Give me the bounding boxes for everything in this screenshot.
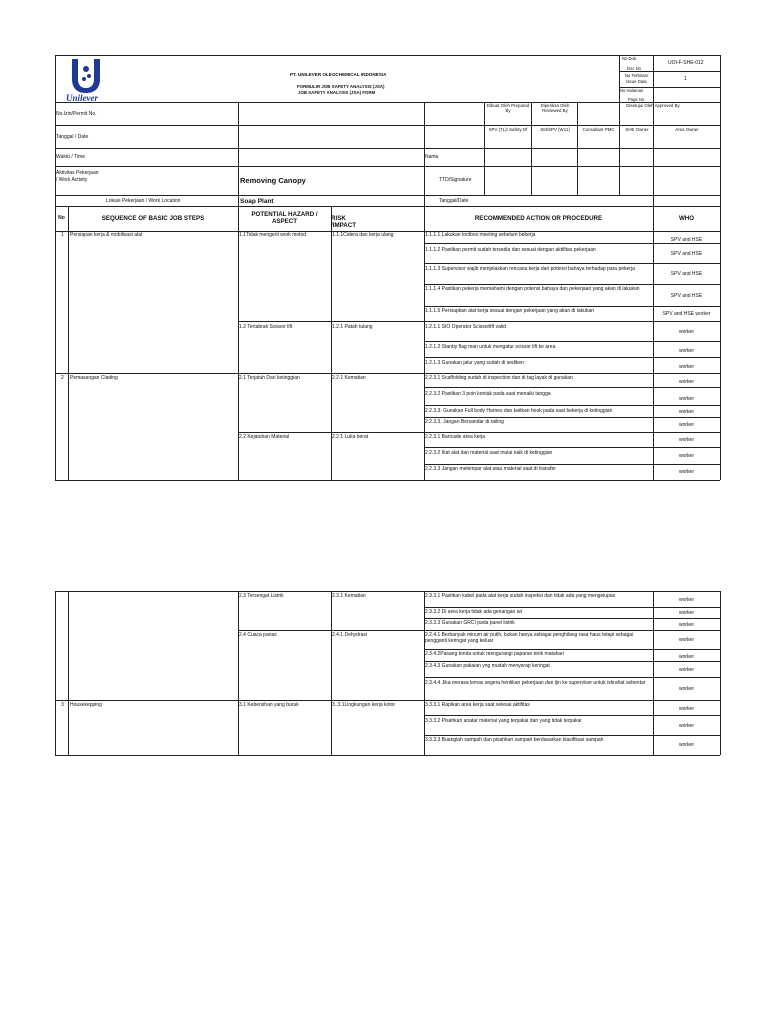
col-hazard-2: ASPECT: [271, 218, 298, 225]
action-text: 1.1.1.3 Supervisor wajib menjelaskan rencana kerja dan potensi bahaya terhadap para pekerja: [425, 266, 635, 272]
col-steps: SEQUENCE OF BASIC JOB STEPS: [101, 215, 205, 222]
page-label: No Halaman: [620, 88, 644, 93]
consultant: Consultant PMC: [582, 127, 615, 132]
date-date-label: Tanggal/Date: [439, 198, 469, 204]
who-text: SPV and HSE: [670, 271, 703, 277]
hazard-text: 2.4 Cuaca panas: [239, 632, 277, 638]
logo-text: Unilever: [66, 93, 98, 103]
who-text: worker: [678, 329, 694, 335]
hazard-text: 2.2 Kejatuhan Material: [239, 434, 290, 440]
col-action: RECOMMENDED ACTION OR PROCEDURE: [474, 215, 603, 222]
who-text: worker: [678, 686, 694, 692]
form-title-id: FORMULIR JOB SAFETY ANALYSIS (JSA): [297, 84, 385, 89]
col-who: WHO: [678, 215, 695, 222]
reviewed-by: Diperiksa Oleh Reviewed By: [540, 103, 570, 114]
page-label-en: Page No: [628, 97, 645, 102]
risk-text: 2.2.1 Kematian: [332, 375, 366, 381]
prepared-by: Dibuat Oleh Prepared By: [486, 103, 530, 114]
action-text: 2.2.3.1 Baricade area kerja: [425, 434, 486, 440]
action-text: 2.2.3.2 Pastikan 3 poin kontak pada saat menaiki tangga: [425, 391, 551, 397]
action-text: 2.3.3.3 Gunakan GRCI pada panel listrik: [425, 620, 515, 626]
action-text: 2.3.4.4 Jika merasa lemas segera hentikan pekerjaan dan ijin ke supervisor untuk istirahat sebentar: [425, 680, 646, 686]
who-text: worker: [678, 469, 694, 475]
doc-no-label-en: Doc No: [627, 66, 641, 71]
risk-text: 3..3.1Lingkungan kerja kotor: [332, 702, 396, 708]
who-text: SPV and HSE: [670, 251, 703, 257]
area-owner: Area Owner: [675, 127, 699, 132]
issue-label: No Terbitan/ Issue Date: [624, 73, 649, 84]
location-label: Lokasi Pekerjaan / Work Location: [106, 198, 181, 204]
step-text: Pemasangan Clading: [70, 375, 118, 381]
hazard-text: 1.1Tidak mengerti work metod: [239, 232, 307, 238]
who-text: worker: [678, 622, 694, 628]
location-value: Soap Plant: [240, 198, 274, 205]
name-label: Nama: [425, 154, 439, 160]
who-text: worker: [678, 364, 694, 370]
action-text: 1.2.1.3 Gunakan jalur yang sudah di sediken: [425, 360, 524, 366]
who-text: worker: [678, 610, 694, 616]
hazard-text: 2.1 Terjatuh Dari ketinggian: [239, 375, 300, 381]
action-text: 1.1.1.5 Persiapkan alat kerja sesuai dengan pekerjaan yang akan di lakukan: [425, 308, 595, 314]
who-text: worker: [678, 637, 694, 643]
action-text: 3.3.3.2 Pisahkan anatar material yang terpakai dan yang tidak terpakai: [425, 718, 582, 724]
action-text: 2.3.4.2Pasang tenda untuk mengurangi paparan terik matahari: [425, 651, 564, 657]
risk-text: 2.4.1 Dehydrasi: [332, 632, 368, 638]
activity-label-2: / Work Activity: [56, 177, 88, 183]
action-text: 1.1.1.1 Lakukan toolbox meeting sebelum bekerja: [425, 232, 536, 238]
action-text: 2.2.4.1 Berbanyak minum air putih, bukan hanya sebagai penghilang rasa haus tetapi sebagai pengganti keringat yang keluar: [425, 632, 634, 644]
signature-label: TTD/Signature: [439, 177, 472, 183]
who-text: worker: [678, 396, 694, 402]
spv-safety: SPV (TL)/ Safety Of: [488, 127, 528, 132]
col-hazard-1: POTENTIAL HAZARD /: [251, 211, 318, 218]
who-text: worker: [678, 742, 694, 748]
who-text: worker: [678, 348, 694, 354]
action-text: 3.3.3.3 Buanglah sampah dan pisahkan sampah berdasarkan klasifikasi sampah: [425, 737, 604, 743]
hazard-text: 3.1 Kebersihan yang buruk: [239, 702, 299, 708]
activity-label-1: Aktivitas Pekerjaan: [56, 170, 99, 176]
step-no: 1: [61, 232, 64, 238]
who-text: SPV and HSE: [670, 237, 703, 243]
action-text: 2.2.3.2 Ikat alat dan material saat mulai naik di ketinggian: [425, 450, 553, 456]
col-no: No: [58, 215, 65, 221]
who-text: worker: [678, 379, 694, 385]
doc-no-label: No Dok.: [622, 56, 638, 61]
action-text: 2.2.3.3. Jangan Bersandar di railing: [425, 419, 504, 425]
who-text: worker: [678, 437, 694, 443]
action-text: 1.1.1.4 Pastikan pekerja memahami dengan potensi bahaya dan pekerjaan yang akan di lakukan: [425, 286, 640, 292]
issue-value: 1: [684, 76, 687, 82]
action-text: 2.3.4.3 Gunakan pakaian yng mudah menyerap keringat: [425, 663, 550, 669]
action-text: 1.2.1.2 Stanby flag man untuk mengatur scissor lift ke area: [425, 344, 556, 350]
step-text: Persiapan kerja & mobilisasi alat: [70, 232, 143, 238]
action-text: 3.3.3.1 Rapikan area kerja saat selesai aktifitas: [425, 702, 530, 708]
step-no: 2: [61, 375, 64, 381]
col-risk: RISK /IMPACT: [331, 215, 356, 229]
risk-text: 2.2.1 Luka berat: [332, 434, 369, 440]
approved-by: Disetujui Oleh Approved By: [626, 103, 680, 108]
permit-no-label: No.Izin/Permit No.: [56, 111, 97, 117]
risk-text: 1.2.1 Patah tulang: [332, 324, 373, 330]
action-text: 2.3.3.2 Di area kerja tidak ada genangan air: [425, 609, 523, 615]
date-label: Tanggal / Date: [56, 134, 89, 140]
who-text: worker: [678, 654, 694, 660]
doc-no-value: UOI-F-SHE-012: [668, 60, 704, 66]
time-label: Waktu / Time: [56, 154, 85, 160]
step-no: 3: [61, 702, 64, 708]
activity-value: Removing Canopy: [240, 176, 306, 185]
step-text: Housekepping: [70, 702, 102, 708]
hazard-text: 2.3 Tersengat Listrik: [239, 593, 284, 599]
sm-spv: SM/SPV (W11): [540, 127, 570, 132]
she-owner: SHE Owner: [625, 127, 649, 132]
who-text: worker: [678, 667, 694, 673]
hazard-text: 1.2 Tertabrak Scissor lift: [239, 324, 293, 330]
who-text: worker: [678, 409, 694, 415]
action-text: 1.2.1.1 SIO Operator Scissorlift valid: [425, 324, 506, 330]
action-text: 2.2.3.1 Scaffolding sudah di inspection dan di tag layak di gunakan: [425, 375, 573, 381]
who-text: SPV and HSE: [670, 293, 703, 299]
who-text: worker: [678, 422, 694, 428]
who-text: worker: [678, 453, 694, 459]
risk-text: 2.3.1 Kematian: [332, 593, 366, 599]
form-title-en: JOB SAFETY ANALYSIS (JSA) FORM: [298, 90, 376, 95]
action-text: 1.1.1.2 Pastikan permit sudah tersedia dan sesuai dengan aktifitas pekerjaan: [425, 247, 596, 253]
unilever-logo: [64, 57, 108, 103]
who-text: worker: [678, 597, 694, 603]
action-text: 2.2.3.3. Gunakan Full body Harnes dan kaitkan hook pada saat bekerja di ketinggian: [425, 408, 613, 414]
who-text: worker: [678, 723, 694, 729]
action-text: 2.3.3.1 Pastikan kabel pada alat kerja sudah inspeksi dan tidak ada yang mengelupas: [425, 593, 616, 599]
risk-text: 1.1.1Cidera dan kerja ulang: [332, 232, 394, 238]
company-name: PT. UNILEVER OLEOCHEMICAL INDONESIA: [290, 72, 387, 77]
who-text: worker: [678, 706, 694, 712]
action-text: 2.2.3.3 Jangan melempar alat atau material saat di transfer: [425, 466, 556, 472]
who-text: SPV and HSE worker: [662, 311, 711, 317]
